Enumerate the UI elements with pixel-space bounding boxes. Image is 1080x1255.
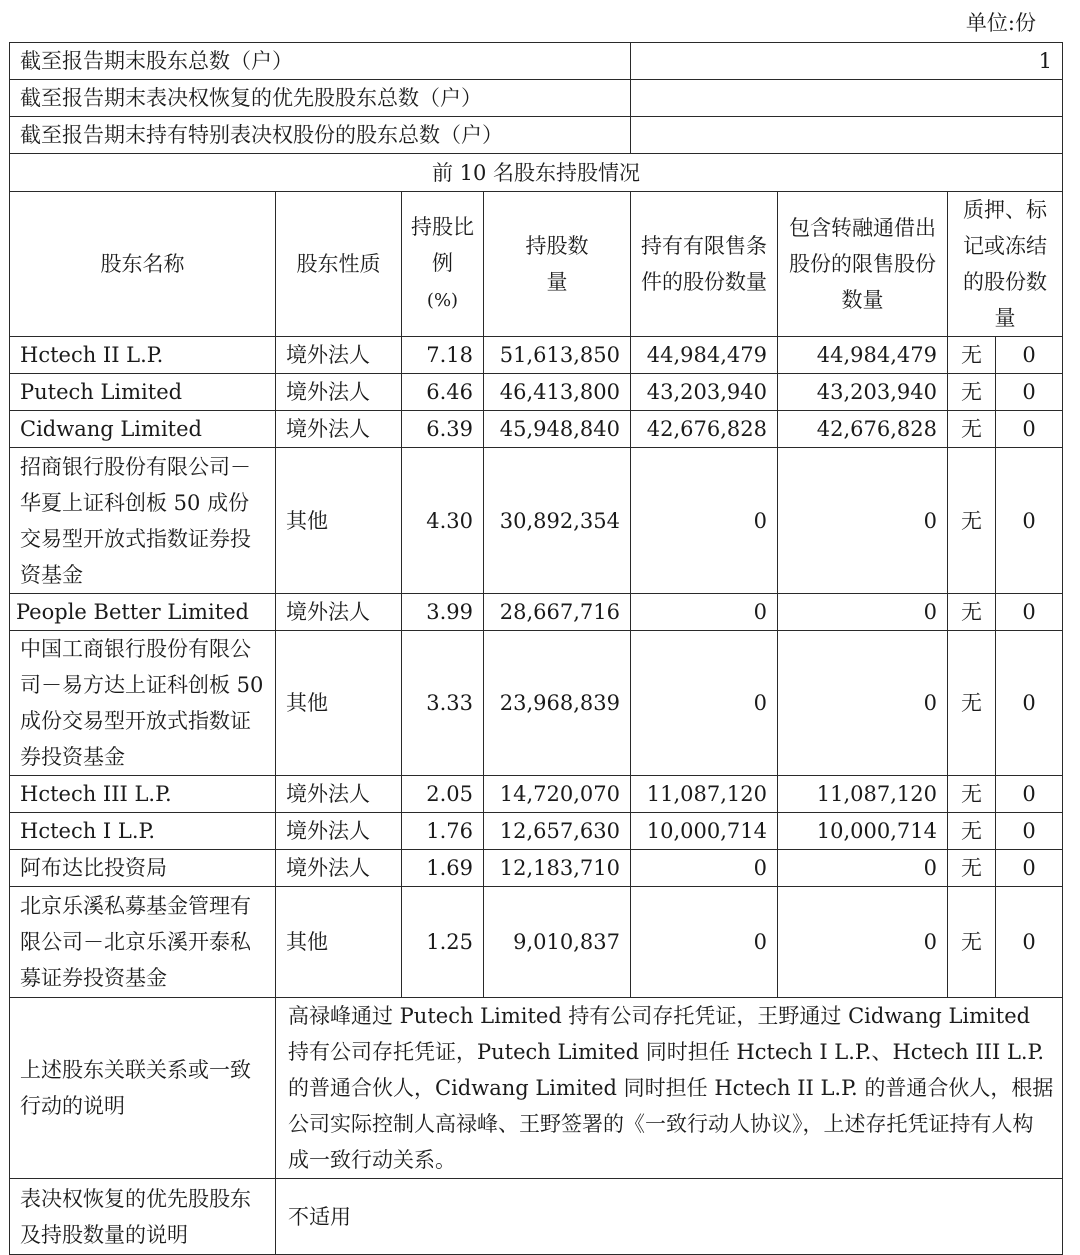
pledge-quantity: 0 [996, 337, 1063, 374]
summary-label: 截至报告期末股东总数（户） [10, 43, 631, 80]
shareholder-lent: 43,203,940 [778, 374, 948, 411]
shareholder-shares: 23,968,839 [484, 631, 631, 776]
table-row [10, 887, 1063, 998]
table-row [10, 337, 1063, 374]
shareholder-shares: 45,948,840 [484, 411, 631, 448]
table-row [10, 594, 1063, 631]
shareholder-restricted: 0 [631, 850, 778, 887]
note-text: 不适用 [276, 1179, 1063, 1255]
note-label: 上述股东关联关系或一致行动的说明 [10, 998, 276, 1179]
shareholder-nature: 境外法人 [276, 411, 402, 448]
pledge-status: 无 [948, 887, 996, 998]
table-row [10, 411, 1063, 448]
shareholder-name: People Better Limited [10, 594, 276, 631]
shareholder-restricted: 0 [631, 887, 778, 998]
header-restricted: 持有有限售条件的股份数量 [631, 192, 778, 337]
shareholder-shares: 30,892,354 [484, 448, 631, 594]
shareholder-nature: 其他 [276, 887, 402, 998]
shareholder-shares: 12,183,710 [484, 850, 631, 887]
shareholder-lent: 0 [778, 850, 948, 887]
shareholder-nature: 境外法人 [276, 776, 402, 813]
shareholder-ratio: 6.39 [402, 411, 484, 448]
shareholder-ratio: 2.05 [402, 776, 484, 813]
shareholder-lent: 42,676,828 [778, 411, 948, 448]
summary-row-preferred [10, 80, 1063, 117]
pledge-quantity: 0 [996, 850, 1063, 887]
shareholder-name: Hctech I L.P. [10, 813, 276, 850]
shareholder-restricted: 11,087,120 [631, 776, 778, 813]
shareholder-restricted: 0 [631, 448, 778, 594]
shareholder-ratio: 6.46 [402, 374, 484, 411]
table-row [10, 813, 1063, 850]
table-row [10, 374, 1063, 411]
note-row-relationship [10, 998, 1063, 1179]
summary-label: 截至报告期末表决权恢复的优先股股东总数（户） [10, 80, 631, 117]
summary-row-special [10, 117, 1063, 154]
shareholder-name: 阿布达比投资局 [10, 850, 276, 887]
table-row [10, 850, 1063, 887]
header-ratio [402, 192, 484, 337]
table-row [10, 631, 1063, 776]
shareholder-lent: 0 [778, 631, 948, 776]
pledge-status: 无 [948, 631, 996, 776]
shareholder-name: Putech Limited [10, 374, 276, 411]
pledge-quantity: 0 [996, 813, 1063, 850]
shareholder-restricted: 42,676,828 [631, 411, 778, 448]
shareholder-lent: 0 [778, 448, 948, 594]
shareholder-shares: 46,413,800 [484, 374, 631, 411]
pledge-quantity: 0 [996, 594, 1063, 631]
pledge-quantity: 0 [996, 374, 1063, 411]
shareholder-nature: 其他 [276, 448, 402, 594]
summary-row-total [10, 43, 1063, 80]
pledge-status: 无 [948, 850, 996, 887]
pledge-quantity: 0 [996, 776, 1063, 813]
header-nature: 股东性质 [276, 192, 402, 337]
pledge-quantity: 0 [996, 448, 1063, 594]
shareholder-ratio: 1.25 [402, 887, 484, 998]
shareholder-nature: 其他 [276, 631, 402, 776]
shareholder-shares: 28,667,716 [484, 594, 631, 631]
shareholder-name: Hctech II L.P. [10, 337, 276, 374]
section-title: 前 10 名股东持股情况 [10, 154, 1063, 192]
summary-label: 截至报告期末持有特别表决权股份的股东总数（户） [10, 117, 631, 154]
header-pledge: 质押、标记或冻结的股份数量 [948, 192, 1063, 337]
shareholder-restricted: 43,203,940 [631, 374, 778, 411]
shareholder-lent: 0 [778, 594, 948, 631]
pledge-quantity: 0 [996, 411, 1063, 448]
summary-value [631, 80, 1063, 117]
section-title-row [10, 154, 1063, 192]
shareholder-nature: 境外法人 [276, 813, 402, 850]
pledge-quantity: 0 [996, 887, 1063, 998]
shareholder-lent: 11,087,120 [778, 776, 948, 813]
shareholder-ratio: 1.69 [402, 850, 484, 887]
shareholder-ratio: 7.18 [402, 337, 484, 374]
pledge-status: 无 [948, 374, 996, 411]
pledge-status: 无 [948, 776, 996, 813]
shareholder-nature: 境外法人 [276, 850, 402, 887]
shareholder-restricted: 0 [631, 594, 778, 631]
shareholder-nature: 境外法人 [276, 594, 402, 631]
note-row-preferred [10, 1179, 1063, 1255]
note-text: 高禄峰通过 Putech Limited 持有公司存托凭证，王野通过 Cidwang Limited 持有公司存托凭证，Putech Limited 同时担任 Hctech I L.P.、Hctech III L.P. 的普通合伙人，Cidwang Limited 同时担任 Hctech II L.P. 的普通合伙人，根据公司实际控制人高禄峰、王野签署的《一致行动人协议》，上述存托凭证持有人构成一致行动关系。 [276, 998, 1063, 1179]
shareholder-lent: 44,984,479 [778, 337, 948, 374]
shareholder-restricted: 0 [631, 631, 778, 776]
pledge-status: 无 [948, 411, 996, 448]
shareholder-nature: 境外法人 [276, 374, 402, 411]
header-lent: 包含转融通借出股份的限售股份数量 [778, 192, 948, 337]
pledge-status: 无 [948, 594, 996, 631]
summary-value: 1 [631, 43, 1063, 80]
shareholder-name: Cidwang Limited [10, 411, 276, 448]
header-ratio-label: 持股比例 [411, 215, 474, 275]
shareholder-name: Hctech III L.P. [10, 776, 276, 813]
shareholder-name: 招商银行股份有限公司－华夏上证科创板 50 成份交易型开放式指数证券投资基金 [10, 448, 276, 594]
table-row [10, 776, 1063, 813]
shareholder-shares: 12,657,630 [484, 813, 631, 850]
shareholder-table [9, 42, 1063, 1255]
pledge-status: 无 [948, 448, 996, 594]
header-name: 股东名称 [10, 192, 276, 337]
pledge-status: 无 [948, 337, 996, 374]
shareholder-shares: 14,720,070 [484, 776, 631, 813]
shareholder-ratio: 3.33 [402, 631, 484, 776]
shareholder-shares: 9,010,837 [484, 887, 631, 998]
shareholder-ratio: 3.99 [402, 594, 484, 631]
pledge-quantity: 0 [996, 631, 1063, 776]
pledge-status: 无 [948, 813, 996, 850]
shareholder-shares: 51,613,850 [484, 337, 631, 374]
shareholder-lent: 10,000,714 [778, 813, 948, 850]
summary-value [631, 117, 1063, 154]
shareholder-restricted: 44,984,479 [631, 337, 778, 374]
shareholder-ratio: 1.76 [402, 813, 484, 850]
header-shares: 持股数量 [484, 192, 631, 337]
shareholder-name: 北京乐溪私募基金管理有限公司－北京乐溪开泰私募证券投资基金 [10, 887, 276, 998]
header-row [10, 192, 1063, 337]
note-label: 表决权恢复的优先股股东及持股数量的说明 [10, 1179, 276, 1255]
shareholder-ratio: 4.30 [402, 448, 484, 594]
table-row [10, 448, 1063, 594]
unit-label: 单位:份 [965, 11, 1036, 35]
shareholder-restricted: 10,000,714 [631, 813, 778, 850]
header-ratio-unit: (%) [426, 290, 459, 311]
shareholder-name: 中国工商银行股份有限公司－易方达上证科创板 50 成份交易型开放式指数证券投资基金 [10, 631, 276, 776]
shareholder-lent: 0 [778, 887, 948, 998]
shareholder-nature: 境外法人 [276, 337, 402, 374]
